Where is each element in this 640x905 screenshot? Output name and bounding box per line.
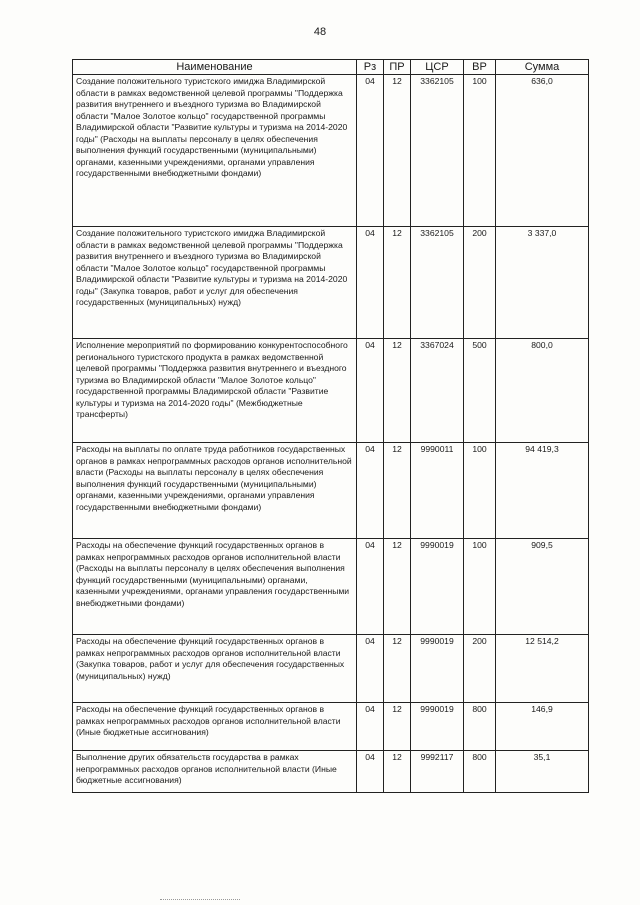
table-row (73, 339, 589, 443)
row-rz: 04 (357, 227, 384, 339)
budget-table (72, 59, 589, 793)
row-vr: 200 (464, 635, 496, 703)
row-rz: 04 (357, 703, 384, 751)
row-name: Исполнение мероприятий по формированию конкурентоспособного регионального туристского продукта в рамках ведомственной целевой программы "Поддержка развития внутреннего и въездного туризма во Владимирской области "Малое Золотое кольцо" государственной программы Владимирской области "Развитие культуры и туризма на 2014-2020 годы" (Межбюджетные трансферты) (73, 339, 357, 443)
table-row (73, 635, 589, 703)
header-sum: Сумма (496, 60, 589, 75)
header-pr: ПР (384, 60, 411, 75)
row-rz: 04 (357, 339, 384, 443)
row-vr: 500 (464, 339, 496, 443)
row-sum: 909,5 (496, 539, 589, 635)
row-pr: 12 (384, 635, 411, 703)
row-vr: 200 (464, 227, 496, 339)
table-row (73, 227, 589, 339)
header-vr: ВР (464, 60, 496, 75)
row-sum: 3 337,0 (496, 227, 589, 339)
row-name: Расходы на обеспечение функций государственных органов в рамках непрограммных расходов органов исполнительной власти (Закупка товаров, работ и услуг для обеспечения государственных (муниципальных) нужд) (73, 635, 357, 703)
table-row (73, 539, 589, 635)
row-vr: 800 (464, 703, 496, 751)
header-name: Наименование (73, 60, 357, 75)
row-csr: 9990019 (411, 703, 464, 751)
row-rz: 04 (357, 75, 384, 227)
table-row (73, 75, 589, 227)
row-sum: 146,9 (496, 703, 589, 751)
row-name: Расходы на обеспечение функций государственных органов в рамках непрограммных расходов органов исполнительной власти (Расходы на выплаты персоналу в целях обеспечения выполнения функций государственными (муниципальными) органами, казенными учреждениями, органами управления государственными внебюджетными фондами) (73, 539, 357, 635)
row-vr: 100 (464, 539, 496, 635)
row-csr: 3362105 (411, 227, 464, 339)
scan-artifact (160, 899, 240, 901)
table-header-row (73, 60, 589, 75)
row-vr: 800 (464, 751, 496, 793)
row-sum: 35,1 (496, 751, 589, 793)
row-pr: 12 (384, 227, 411, 339)
row-pr: 12 (384, 751, 411, 793)
row-name: Выполнение других обязательств государства в рамках непрограммных расходов органов исполнительной власти (Иные бюджетные ассигнования) (73, 751, 357, 793)
page-number: 48 (313, 26, 327, 38)
row-rz: 04 (357, 635, 384, 703)
row-pr: 12 (384, 539, 411, 635)
row-pr: 12 (384, 443, 411, 539)
row-sum: 12 514,2 (496, 635, 589, 703)
row-csr: 9992117 (411, 751, 464, 793)
row-vr: 100 (464, 75, 496, 227)
row-name: Создание положительного туристского имиджа Владимирской области в рамках ведомственной целевой программы "Поддержка развития внутреннего и въездного туризма во Владимирской области "Малое Золотое кольцо" государственной программы Владимирской области "Развитие культуры и туризма на 2014-2020 годы" (Расходы на выплаты персоналу в целях обеспечения выполнения функций государственными (муниципальными) органами, казенными учреждениями, органами управления государственными внебюджетными фондами) (73, 75, 357, 227)
row-csr: 3362105 (411, 75, 464, 227)
row-pr: 12 (384, 703, 411, 751)
row-csr: 9990019 (411, 539, 464, 635)
row-sum: 800,0 (496, 339, 589, 443)
row-csr: 9990019 (411, 635, 464, 703)
row-vr: 100 (464, 443, 496, 539)
row-csr: 3367024 (411, 339, 464, 443)
row-name: Создание положительного туристского имиджа Владимирской области в рамках ведомственной целевой программы "Поддержка развития внутреннего и въездного туризма во Владимирской области "Малое Золотое кольцо" государственной программы Владимирской области "Развитие культуры и туризма на 2014-2020 годы" (Закупка товаров, работ и услуг для обеспечения государственных (муниципальных) нужд) (73, 227, 357, 339)
row-pr: 12 (384, 339, 411, 443)
row-name: Расходы на выплаты по оплате труда работников государственных органов в рамках непрограммных расходов органов исполнительной власти (Расходы на выплаты персоналу в целях обеспечения выполнения функций государственными (муниципальными) органами, казенными учреждениями, органами управления государственными внебюджетными фондами) (73, 443, 357, 539)
row-sum: 94 419,3 (496, 443, 589, 539)
table-row (73, 751, 589, 793)
table-row (73, 703, 589, 751)
header-csr: ЦСР (411, 60, 464, 75)
row-pr: 12 (384, 75, 411, 227)
row-rz: 04 (357, 539, 384, 635)
row-name: Расходы на обеспечение функций государственных органов в рамках непрограммных расходов органов исполнительной власти (Иные бюджетные ассигнования) (73, 703, 357, 751)
row-sum: 636,0 (496, 75, 589, 227)
header-rz: Рз (357, 60, 384, 75)
row-rz: 04 (357, 751, 384, 793)
row-csr: 9990011 (411, 443, 464, 539)
row-rz: 04 (357, 443, 384, 539)
table-row (73, 443, 589, 539)
